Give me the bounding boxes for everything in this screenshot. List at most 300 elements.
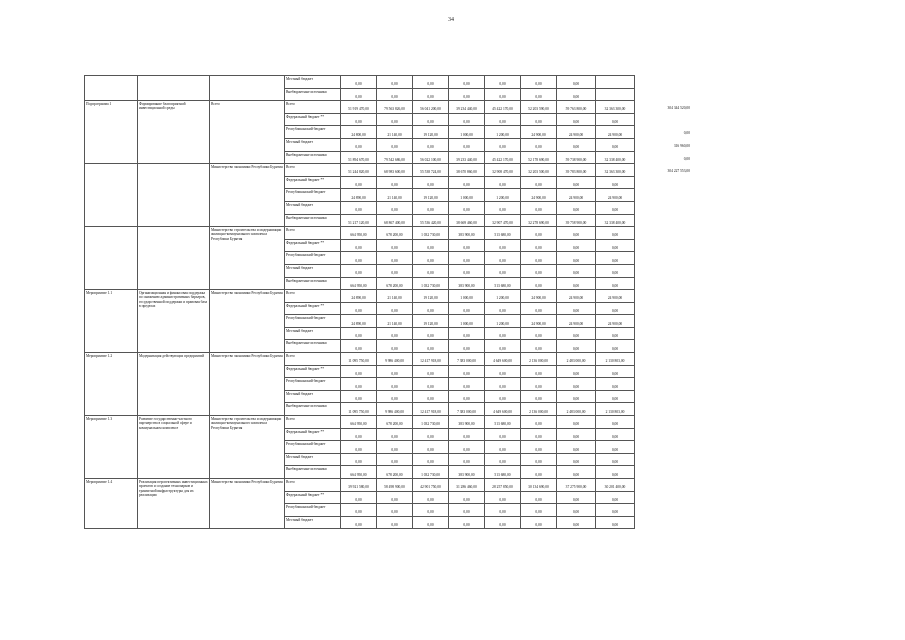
amount-cell: 0,00 xyxy=(377,340,413,353)
funding-source: Местный бюджет xyxy=(285,138,341,151)
amount-cell: 2 130 803,00 xyxy=(596,353,635,366)
responsible-body: Министерство строительства и модернизации жилищно-коммунального комплекса Республики Бурятия xyxy=(210,416,285,479)
amount-cell: 0,00 xyxy=(521,113,557,126)
amount-cell: 0,00 xyxy=(485,113,521,126)
amount-cell: 32 338 400,00 xyxy=(596,151,635,164)
amount-cell: 0,00 xyxy=(413,453,449,466)
amount-cell: 0,00 xyxy=(449,113,485,126)
amount-cell: 0,00 xyxy=(377,138,413,151)
measure-title: Развитие государственно-частного партнерства в социальной сфере и коммунальном комплексе xyxy=(138,416,210,479)
amount-cell: 0,00 xyxy=(521,340,557,353)
amount-cell xyxy=(596,88,635,101)
amount-cell: 0,00 xyxy=(521,504,557,517)
amount-cell: 1 000,00 xyxy=(449,126,485,139)
amount-cell: 0,00 xyxy=(341,453,377,466)
amount-cell: 45 422 170,00 xyxy=(485,151,521,164)
amount-cell: 0,00 xyxy=(557,302,596,315)
amount-cell: 0,00 xyxy=(449,302,485,315)
table-row xyxy=(85,227,635,240)
funding-source: Всего xyxy=(285,416,341,429)
funding-source: Внебюджетные источники xyxy=(285,88,341,101)
amount-cell: 0,00 xyxy=(521,264,557,277)
amount-cell: 1 000,00 xyxy=(449,290,485,303)
amount-cell: 0,00 xyxy=(596,201,635,214)
table-row xyxy=(85,101,635,114)
amount-cell: 0,00 xyxy=(557,113,596,126)
amount-cell: 39 758 900,00 xyxy=(557,214,596,227)
amount-cell: 24 890,00 xyxy=(341,315,377,328)
amount-cell: 0,00 xyxy=(413,201,449,214)
amount-cell: 24 900,00 xyxy=(557,126,596,139)
financing-table xyxy=(84,75,635,529)
funding-source: Федеральный бюджет ** xyxy=(285,491,341,504)
amount-cell: 0,00 xyxy=(485,390,521,403)
amount-cell: 39 921 580,00 xyxy=(341,479,377,492)
responsible-body: Министерство экономики Республики Бурятия xyxy=(210,164,285,227)
amount-cell: 37 275 900,00 xyxy=(557,479,596,492)
amount-cell: 30 134 690,00 xyxy=(521,479,557,492)
amount-cell: 0,00 xyxy=(449,138,485,151)
amount-cell: 0,00 xyxy=(596,277,635,290)
amount-cell: 39 233 440,00 xyxy=(449,151,485,164)
amount-cell: 0,00 xyxy=(341,176,377,189)
amount-cell: 39 783 800,00 xyxy=(557,164,596,177)
amount-cell: 0,00 xyxy=(521,302,557,315)
margin-total: 316 960,00 xyxy=(673,144,690,149)
funding-source: Федеральный бюджет ** xyxy=(285,302,341,315)
amount-cell: 59 763 800,00 xyxy=(557,101,596,114)
amount-cell: 1 000,00 xyxy=(449,189,485,202)
amount-cell: 19 120,00 xyxy=(413,189,449,202)
amount-cell: 0,00 xyxy=(413,504,449,517)
amount-cell: 32 907 470,00 xyxy=(485,214,521,227)
amount-cell: 0,00 xyxy=(596,340,635,353)
amount-cell: 31 286 460,00 xyxy=(449,479,485,492)
amount-cell: 0,00 xyxy=(596,491,635,504)
amount-cell: 0,00 xyxy=(377,302,413,315)
amount-cell: 0,00 xyxy=(341,201,377,214)
funding-source: Внебюджетные источники xyxy=(285,277,341,290)
amount-cell: 0,00 xyxy=(557,428,596,441)
amount-cell: 0,00 xyxy=(377,516,413,529)
amount-cell: 664 950,00 xyxy=(341,466,377,479)
amount-cell: 19 120,00 xyxy=(413,290,449,303)
amount-cell: 0,00 xyxy=(485,201,521,214)
amount-cell: 79 542 686,00 xyxy=(377,151,413,164)
amount-cell: 0,00 xyxy=(521,277,557,290)
table-row xyxy=(85,416,635,429)
amount-cell: 678 200,00 xyxy=(377,277,413,290)
funding-source: Внебюджетные источники xyxy=(285,466,341,479)
amount-cell: 0,00 xyxy=(521,176,557,189)
amount-cell: 0,00 xyxy=(485,441,521,454)
funding-source: Местный бюджет xyxy=(285,264,341,277)
amount-cell: 0,00 xyxy=(413,441,449,454)
amount-cell: 0,00 xyxy=(449,365,485,378)
amount-cell: 9 986 400,00 xyxy=(377,403,413,416)
amount-cell: 0,00 xyxy=(557,390,596,403)
funding-source: Внебюджетные источники xyxy=(285,214,341,227)
amount-cell: 2 136 000,00 xyxy=(521,403,557,416)
amount-cell: 0,00 xyxy=(557,516,596,529)
amount-cell: 0,00 xyxy=(557,239,596,252)
amount-cell: 0,00 xyxy=(596,252,635,265)
amount-cell: 0,00 xyxy=(596,264,635,277)
amount-cell: 51 244 820,00 xyxy=(341,164,377,177)
funding-source: Местный бюджет xyxy=(285,76,341,89)
funding-source: Всего xyxy=(285,101,341,114)
margin-total: 0,00 xyxy=(683,156,690,161)
amount-cell: 0,00 xyxy=(596,327,635,340)
amount-cell: 28 257 850,00 xyxy=(485,479,521,492)
amount-cell: 0,00 xyxy=(557,504,596,517)
funding-source: Федеральный бюджет ** xyxy=(285,428,341,441)
amount-cell: 0,00 xyxy=(377,428,413,441)
amount-cell: 1 032 730,00 xyxy=(413,466,449,479)
amount-cell: 24 900,00 xyxy=(521,126,557,139)
amount-cell: 0,00 xyxy=(521,441,557,454)
funding-source: Местный бюджет xyxy=(285,327,341,340)
amount-cell: 11 095 750,00 xyxy=(341,403,377,416)
amount-cell: 0,00 xyxy=(377,239,413,252)
amount-cell: 52 203 590,00 xyxy=(521,101,557,114)
amount-cell: 0,00 xyxy=(377,176,413,189)
amount-cell: 24 900,00 xyxy=(521,290,557,303)
amount-cell: 0,00 xyxy=(377,441,413,454)
amount-cell: 24 900,00 xyxy=(596,126,635,139)
amount-cell: 0,00 xyxy=(557,138,596,151)
amount-cell: 0,00 xyxy=(377,201,413,214)
amount-cell: 1 200,00 xyxy=(485,290,521,303)
funding-source: Федеральный бюджет ** xyxy=(285,176,341,189)
funding-source: Внебюджетные источники xyxy=(285,151,341,164)
measure-title: Модернизация действующих предприятий xyxy=(138,353,210,416)
amount-cell: 0,00 xyxy=(341,428,377,441)
amount-cell: 0,00 xyxy=(449,441,485,454)
measure-title xyxy=(138,227,210,290)
amount-cell: 0,00 xyxy=(449,88,485,101)
amount-cell: 0,00 xyxy=(341,378,377,391)
amount-cell: 24 900,00 xyxy=(557,189,596,202)
amount-cell: 678 200,00 xyxy=(377,466,413,479)
table-row xyxy=(85,479,635,492)
amount-cell: 0,00 xyxy=(521,239,557,252)
amount-cell: 0,00 xyxy=(521,88,557,101)
amount-cell: 24 900,00 xyxy=(557,290,596,303)
amount-cell: 0,00 xyxy=(341,252,377,265)
amount-cell: 68 983 600,00 xyxy=(377,164,413,177)
amount-cell: 513 680,00 xyxy=(485,277,521,290)
amount-cell: 0,00 xyxy=(377,378,413,391)
amount-cell: 0,00 xyxy=(596,302,635,315)
responsible-body xyxy=(210,76,285,101)
funding-source: Местный бюджет xyxy=(285,453,341,466)
amount-cell: 0,00 xyxy=(521,390,557,403)
amount-cell: 0,00 xyxy=(485,176,521,189)
amount-cell: 0,00 xyxy=(449,453,485,466)
responsible-body: Министерство экономики Республики Бурятия xyxy=(210,479,285,529)
amount-cell: 0,00 xyxy=(449,252,485,265)
amount-cell: 0,00 xyxy=(449,264,485,277)
amount-cell: 0,00 xyxy=(596,390,635,403)
amount-cell: 51 894 670,00 xyxy=(341,151,377,164)
amount-cell: 0,00 xyxy=(449,76,485,89)
amount-cell: 0,00 xyxy=(485,302,521,315)
amount-cell: 1 200,00 xyxy=(485,189,521,202)
amount-cell: 42 901 750,00 xyxy=(413,479,449,492)
amount-cell: 24 800,00 xyxy=(341,126,377,139)
amount-cell: 0,00 xyxy=(485,252,521,265)
amount-cell: 32 203 500,00 xyxy=(521,164,557,177)
amount-cell: 24 900,00 xyxy=(596,290,635,303)
amount-cell: 0,00 xyxy=(596,428,635,441)
amount-cell: 0,00 xyxy=(557,491,596,504)
amount-cell: 0,00 xyxy=(521,252,557,265)
amount-cell: 0,00 xyxy=(341,441,377,454)
subprogram-code xyxy=(85,227,138,290)
amount-cell: 664 950,00 xyxy=(341,227,377,240)
amount-cell: 0,00 xyxy=(413,138,449,151)
subprogram-code xyxy=(85,164,138,227)
amount-cell: 9 986 400,00 xyxy=(377,353,413,366)
amount-cell: 0,00 xyxy=(485,76,521,89)
amount-cell: 79 563 826,00 xyxy=(377,101,413,114)
amount-cell: 4 649 600,00 xyxy=(485,403,521,416)
amount-cell: 24 900,00 xyxy=(521,189,557,202)
amount-cell: 0,00 xyxy=(557,201,596,214)
amount-cell: 0,00 xyxy=(596,113,635,126)
amount-cell: 0,00 xyxy=(521,378,557,391)
amount-cell: 383 900,00 xyxy=(449,227,485,240)
amount-cell: 383 900,00 xyxy=(449,416,485,429)
amount-cell: 0,00 xyxy=(341,516,377,529)
amount-cell: 19 120,00 xyxy=(413,315,449,328)
amount-cell: 0,00 xyxy=(449,516,485,529)
amount-cell: 32 363 300,00 xyxy=(596,101,635,114)
amount-cell: 56 041 200,00 xyxy=(413,101,449,114)
funding-source: Республиканский бюджет xyxy=(285,378,341,391)
amount-cell: 21 140,00 xyxy=(377,126,413,139)
subprogram-code xyxy=(85,76,138,101)
amount-cell: 0,00 xyxy=(377,491,413,504)
subprogram-code: Мероприятие 1.3 xyxy=(85,416,138,479)
amount-cell: 2 483 000,00 xyxy=(557,353,596,366)
amount-cell: 0,00 xyxy=(557,264,596,277)
amount-cell: 0,00 xyxy=(449,390,485,403)
amount-cell: 59 738 900,00 xyxy=(557,151,596,164)
amount-cell: 24 900,00 xyxy=(596,189,635,202)
responsible-body: Всего xyxy=(210,101,285,164)
funding-source: Всего xyxy=(285,290,341,303)
amount-cell: 32 908 470,00 xyxy=(485,164,521,177)
amount-cell xyxy=(596,76,635,89)
amount-cell: 0,00 xyxy=(596,138,635,151)
amount-cell: 0,00 xyxy=(377,76,413,89)
margin-total: 304 344 520,00 xyxy=(667,106,690,111)
funding-source: Местный бюджет xyxy=(285,201,341,214)
table-row xyxy=(85,164,635,177)
amount-cell: 4 649 600,00 xyxy=(485,353,521,366)
margin-total: 304 227 553,00 xyxy=(667,169,690,174)
amount-cell: 0,00 xyxy=(341,365,377,378)
amount-cell: 0,00 xyxy=(521,201,557,214)
amount-cell: 19 120,00 xyxy=(413,126,449,139)
amount-cell: 0,00 xyxy=(557,441,596,454)
amount-cell: 0,00 xyxy=(521,365,557,378)
amount-cell: 383 900,00 xyxy=(449,466,485,479)
amount-cell: 0,00 xyxy=(557,340,596,353)
amount-cell: 0,00 xyxy=(413,264,449,277)
responsible-body: Министерство экономики Республики Бурятия xyxy=(210,290,285,353)
amount-cell: 0,00 xyxy=(413,88,449,101)
amount-cell: 0,00 xyxy=(596,239,635,252)
amount-cell: 0,00 xyxy=(596,365,635,378)
amount-cell: 0,00 xyxy=(557,227,596,240)
amount-cell: 51 919 470,00 xyxy=(341,101,377,114)
amount-cell: 30 201 400,00 xyxy=(596,479,635,492)
amount-cell: 0,00 xyxy=(485,88,521,101)
amount-cell: 0,00 xyxy=(557,453,596,466)
amount-cell: 56 022 100,00 xyxy=(413,151,449,164)
amount-cell: 0,00 xyxy=(596,416,635,429)
amount-cell: 0,00 xyxy=(596,227,635,240)
funding-source: Всего xyxy=(285,479,341,492)
amount-cell: 7 383 000,00 xyxy=(449,403,485,416)
subprogram-code: Подпрограмма 1 xyxy=(85,101,138,164)
measure-title: Формирование благоприятной инвестиционной среды xyxy=(138,101,210,164)
amount-cell: 0,00 xyxy=(377,504,413,517)
amount-cell: 21 140,00 xyxy=(377,315,413,328)
amount-cell: 0,00 xyxy=(449,201,485,214)
amount-cell: 0,00 xyxy=(377,88,413,101)
amount-cell: 2 130 803,00 xyxy=(596,403,635,416)
funding-source: Местный бюджет xyxy=(285,390,341,403)
amount-cell: 24 900,00 xyxy=(596,315,635,328)
amount-cell: 0,00 xyxy=(449,340,485,353)
amount-cell: 0,00 xyxy=(596,466,635,479)
amount-cell: 678 200,00 xyxy=(377,227,413,240)
funding-source: Республиканский бюджет xyxy=(285,441,341,454)
amount-cell: 0,00 xyxy=(341,340,377,353)
amount-cell: 1 032 730,00 xyxy=(413,416,449,429)
amount-cell: 0,00 xyxy=(521,138,557,151)
amount-cell: 0,00 xyxy=(596,453,635,466)
funding-source: Внебюджетные источники xyxy=(285,403,341,416)
subprogram-code: Мероприятие 1.2 xyxy=(85,353,138,416)
measure-title xyxy=(138,76,210,101)
subprogram-code: Мероприятие 1.4 xyxy=(85,479,138,529)
amount-cell: 0,00 xyxy=(596,441,635,454)
funding-source: Всего xyxy=(285,227,341,240)
amount-cell: 0,00 xyxy=(485,491,521,504)
table-row xyxy=(85,290,635,303)
funding-source: Республиканский бюджет xyxy=(285,126,341,139)
amount-cell: 0,00 xyxy=(341,76,377,89)
amount-cell: 0,00 xyxy=(341,504,377,517)
page-number: 34 xyxy=(448,17,454,23)
funding-source: Внебюджетные источники xyxy=(285,340,341,353)
amount-cell: 0,00 xyxy=(341,138,377,151)
responsible-body: Министерство строительства и модернизации жилищно-коммунального комплекса Республики Бурятия xyxy=(210,227,285,290)
amount-cell: 0,00 xyxy=(557,416,596,429)
amount-cell: 24 900,00 xyxy=(521,315,557,328)
amount-cell: 0,00 xyxy=(341,390,377,403)
amount-cell: 21 140,00 xyxy=(377,189,413,202)
amount-cell: 0,00 xyxy=(485,340,521,353)
amount-cell: 0,00 xyxy=(596,176,635,189)
amount-cell: 0,00 xyxy=(485,138,521,151)
amount-cell: 2 483 000,00 xyxy=(557,403,596,416)
amount-cell: 0,00 xyxy=(413,428,449,441)
funding-source: Республиканский бюджет xyxy=(285,189,341,202)
amount-cell: 0,00 xyxy=(485,327,521,340)
amount-cell: 58 498 900,00 xyxy=(377,479,413,492)
amount-cell: 21 140,00 xyxy=(377,290,413,303)
amount-cell: 32 338 400,00 xyxy=(596,214,635,227)
amount-cell: 0,00 xyxy=(557,466,596,479)
amount-cell: 0,00 xyxy=(557,88,596,101)
amount-cell: 0,00 xyxy=(413,491,449,504)
amount-cell: 0,00 xyxy=(413,340,449,353)
amount-cell: 383 900,00 xyxy=(449,277,485,290)
amount-cell: 0,00 xyxy=(596,504,635,517)
amount-cell: 1 200,00 xyxy=(485,315,521,328)
amount-cell: 1 200,00 xyxy=(485,126,521,139)
amount-cell: 0,00 xyxy=(557,277,596,290)
amount-cell: 0,00 xyxy=(377,252,413,265)
amount-cell: 51 217 120,00 xyxy=(341,214,377,227)
amount-cell: 0,00 xyxy=(449,176,485,189)
amount-cell: 0,00 xyxy=(521,428,557,441)
amount-cell: 0,00 xyxy=(413,378,449,391)
amount-cell: 0,00 xyxy=(341,113,377,126)
amount-cell: 1 032 730,00 xyxy=(413,277,449,290)
amount-cell: 38 670 860,00 xyxy=(449,164,485,177)
amount-cell: 0,00 xyxy=(521,416,557,429)
amount-cell: 0,00 xyxy=(557,327,596,340)
amount-cell: 0,00 xyxy=(449,428,485,441)
amount-cell: 0,00 xyxy=(413,390,449,403)
amount-cell: 55 538 724,00 xyxy=(413,164,449,177)
amount-cell: 38 669 460,00 xyxy=(449,214,485,227)
amount-cell: 664 950,00 xyxy=(341,416,377,429)
amount-cell: 0,00 xyxy=(413,76,449,89)
amount-cell: 0,00 xyxy=(485,378,521,391)
amount-cell: 0,00 xyxy=(341,327,377,340)
amount-cell: 0,00 xyxy=(521,466,557,479)
amount-cell: 0,00 xyxy=(485,453,521,466)
amount-cell: 12 417 918,00 xyxy=(413,403,449,416)
funding-source: Федеральный бюджет ** xyxy=(285,365,341,378)
amount-cell: 24 900,00 xyxy=(557,315,596,328)
amount-cell: 0,00 xyxy=(521,327,557,340)
financing-table-container xyxy=(84,75,634,529)
amount-cell: 52 178 690,00 xyxy=(521,151,557,164)
amount-cell: 0,00 xyxy=(449,327,485,340)
subprogram-code: Мероприятие 1.1 xyxy=(85,290,138,353)
amount-cell: 0,00 xyxy=(413,516,449,529)
amount-cell: 1 032 730,00 xyxy=(413,227,449,240)
amount-cell: 0,00 xyxy=(521,227,557,240)
amount-cell: 55 536 420,00 xyxy=(413,214,449,227)
amount-cell: 7 383 000,00 xyxy=(449,353,485,366)
amount-cell: 0,00 xyxy=(377,327,413,340)
amount-cell: 513 680,00 xyxy=(485,227,521,240)
amount-cell: 1 000,00 xyxy=(449,315,485,328)
amount-cell: 0,00 xyxy=(341,302,377,315)
amount-cell: 39 234 440,00 xyxy=(449,101,485,114)
amount-cell: 0,00 xyxy=(341,239,377,252)
